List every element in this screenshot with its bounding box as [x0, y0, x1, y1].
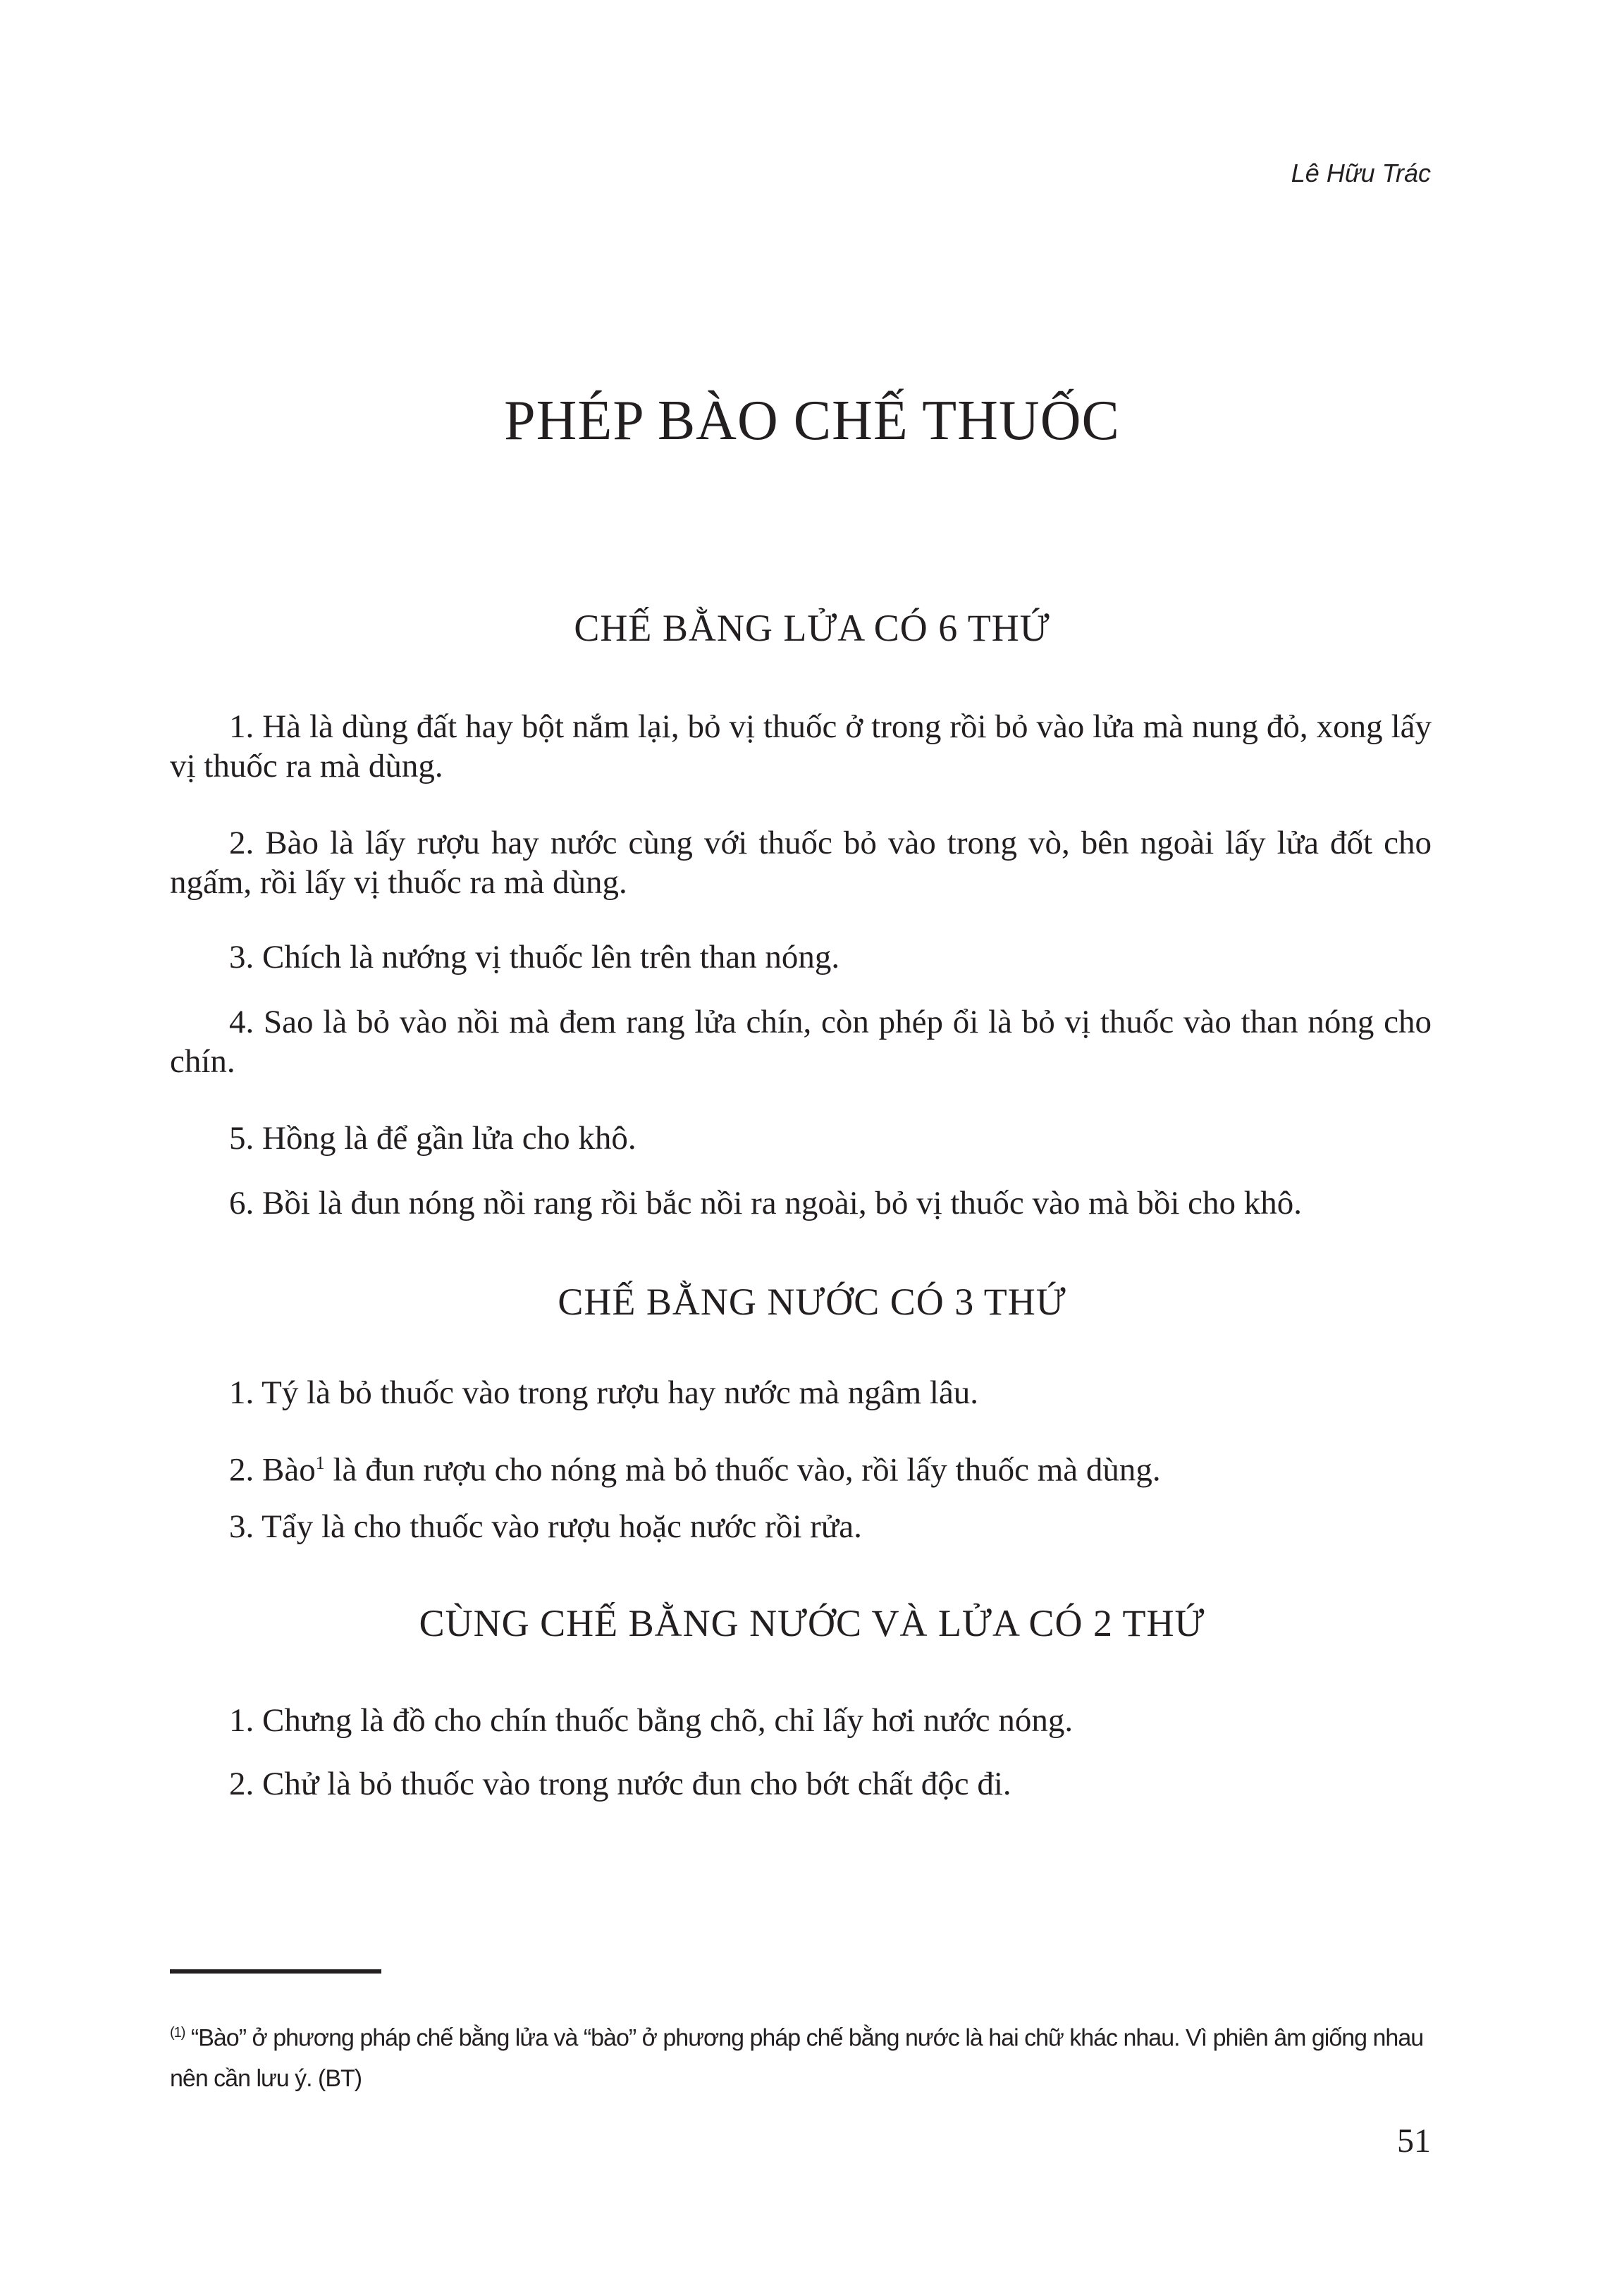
list-item: 1. Tý là bỏ thuốc vào trong rượu hay nước mà ngâm lâu. — [229, 1374, 979, 1411]
list-item: 2. Chử là bỏ thuốc vào trong nước đun cho bớt chất độc đi. — [229, 1766, 1011, 1802]
section-heading-water: CHẾ BẰNG NƯỚC CÓ 3 THỨ — [558, 1281, 1066, 1323]
footnote — [170, 2012, 1432, 2099]
list-item: 3. Tẩy là cho thuốc vào rượu hoặc nước rồi rửa. — [229, 1508, 862, 1545]
page-title: PHÉP BÀO CHẾ THUỐC — [504, 390, 1120, 452]
list-item: 1. Hà là dùng đất hay bột nắm lại, bỏ vị thuốc ở trong rồi bỏ vào lửa mà nung đỏ, xong lấy vị thuốc ra mà dùng. — [170, 708, 1432, 784]
footnote-text: “Bào” ở phương pháp chế bằng lửa và “bào” ở phương pháp chế bằng nước là hai chữ khác nhau. Vì phiên âm giống nhau nên cần lưu ý. (BT) — [170, 2024, 1424, 2093]
list-item: 1. Chưng là đồ cho chín thuốc bằng chõ, chỉ lấy hơi nước nóng. — [229, 1702, 1074, 1739]
list-item — [170, 1443, 1432, 1490]
list-item: 2. Bào là lấy rượu hay nước cùng với thuốc bỏ vào trong vò, bên ngoài lấy lửa đốt cho ngấm, rồi lấy vị thuốc ra mà dùng. — [170, 825, 1432, 901]
page-number: 51 — [1397, 2122, 1431, 2160]
section-heading-water-fire: CÙNG CHẾ BẰNG NƯỚC VÀ LỬA CÓ 2 THỨ — [419, 1602, 1205, 1644]
item-text: 2. Bào — [229, 1451, 316, 1489]
footnote-ref[interactable]: 1 — [315, 1453, 325, 1473]
list-item: 4. Sao là bỏ vào nồi mà đem rang lửa chín, còn phép ổi là bỏ vị thuốc vào than nóng cho chín. — [170, 1004, 1432, 1080]
list-item: 3. Chích là nướng vị thuốc lên trên than nóng. — [229, 939, 840, 975]
item-text: là đun rượu cho nóng mà bỏ thuốc vào, rồi lấy thuốc mà dùng. — [324, 1451, 1161, 1489]
list-item: 5. Hồng là để gần lửa cho khô. — [229, 1120, 636, 1157]
footnote-divider — [170, 1969, 381, 1974]
section-heading-fire: CHẾ BẰNG LỬA CÓ 6 THỨ — [574, 607, 1050, 649]
list-item: 6. Bồi là đun nóng nồi rang rồi bắc nồi ra ngoài, bỏ vị thuốc vào mà bồi cho khô. — [229, 1185, 1302, 1221]
footnote-marker: (1) — [170, 2025, 185, 2040]
running-head: Lê Hữu Trác — [1291, 159, 1431, 187]
